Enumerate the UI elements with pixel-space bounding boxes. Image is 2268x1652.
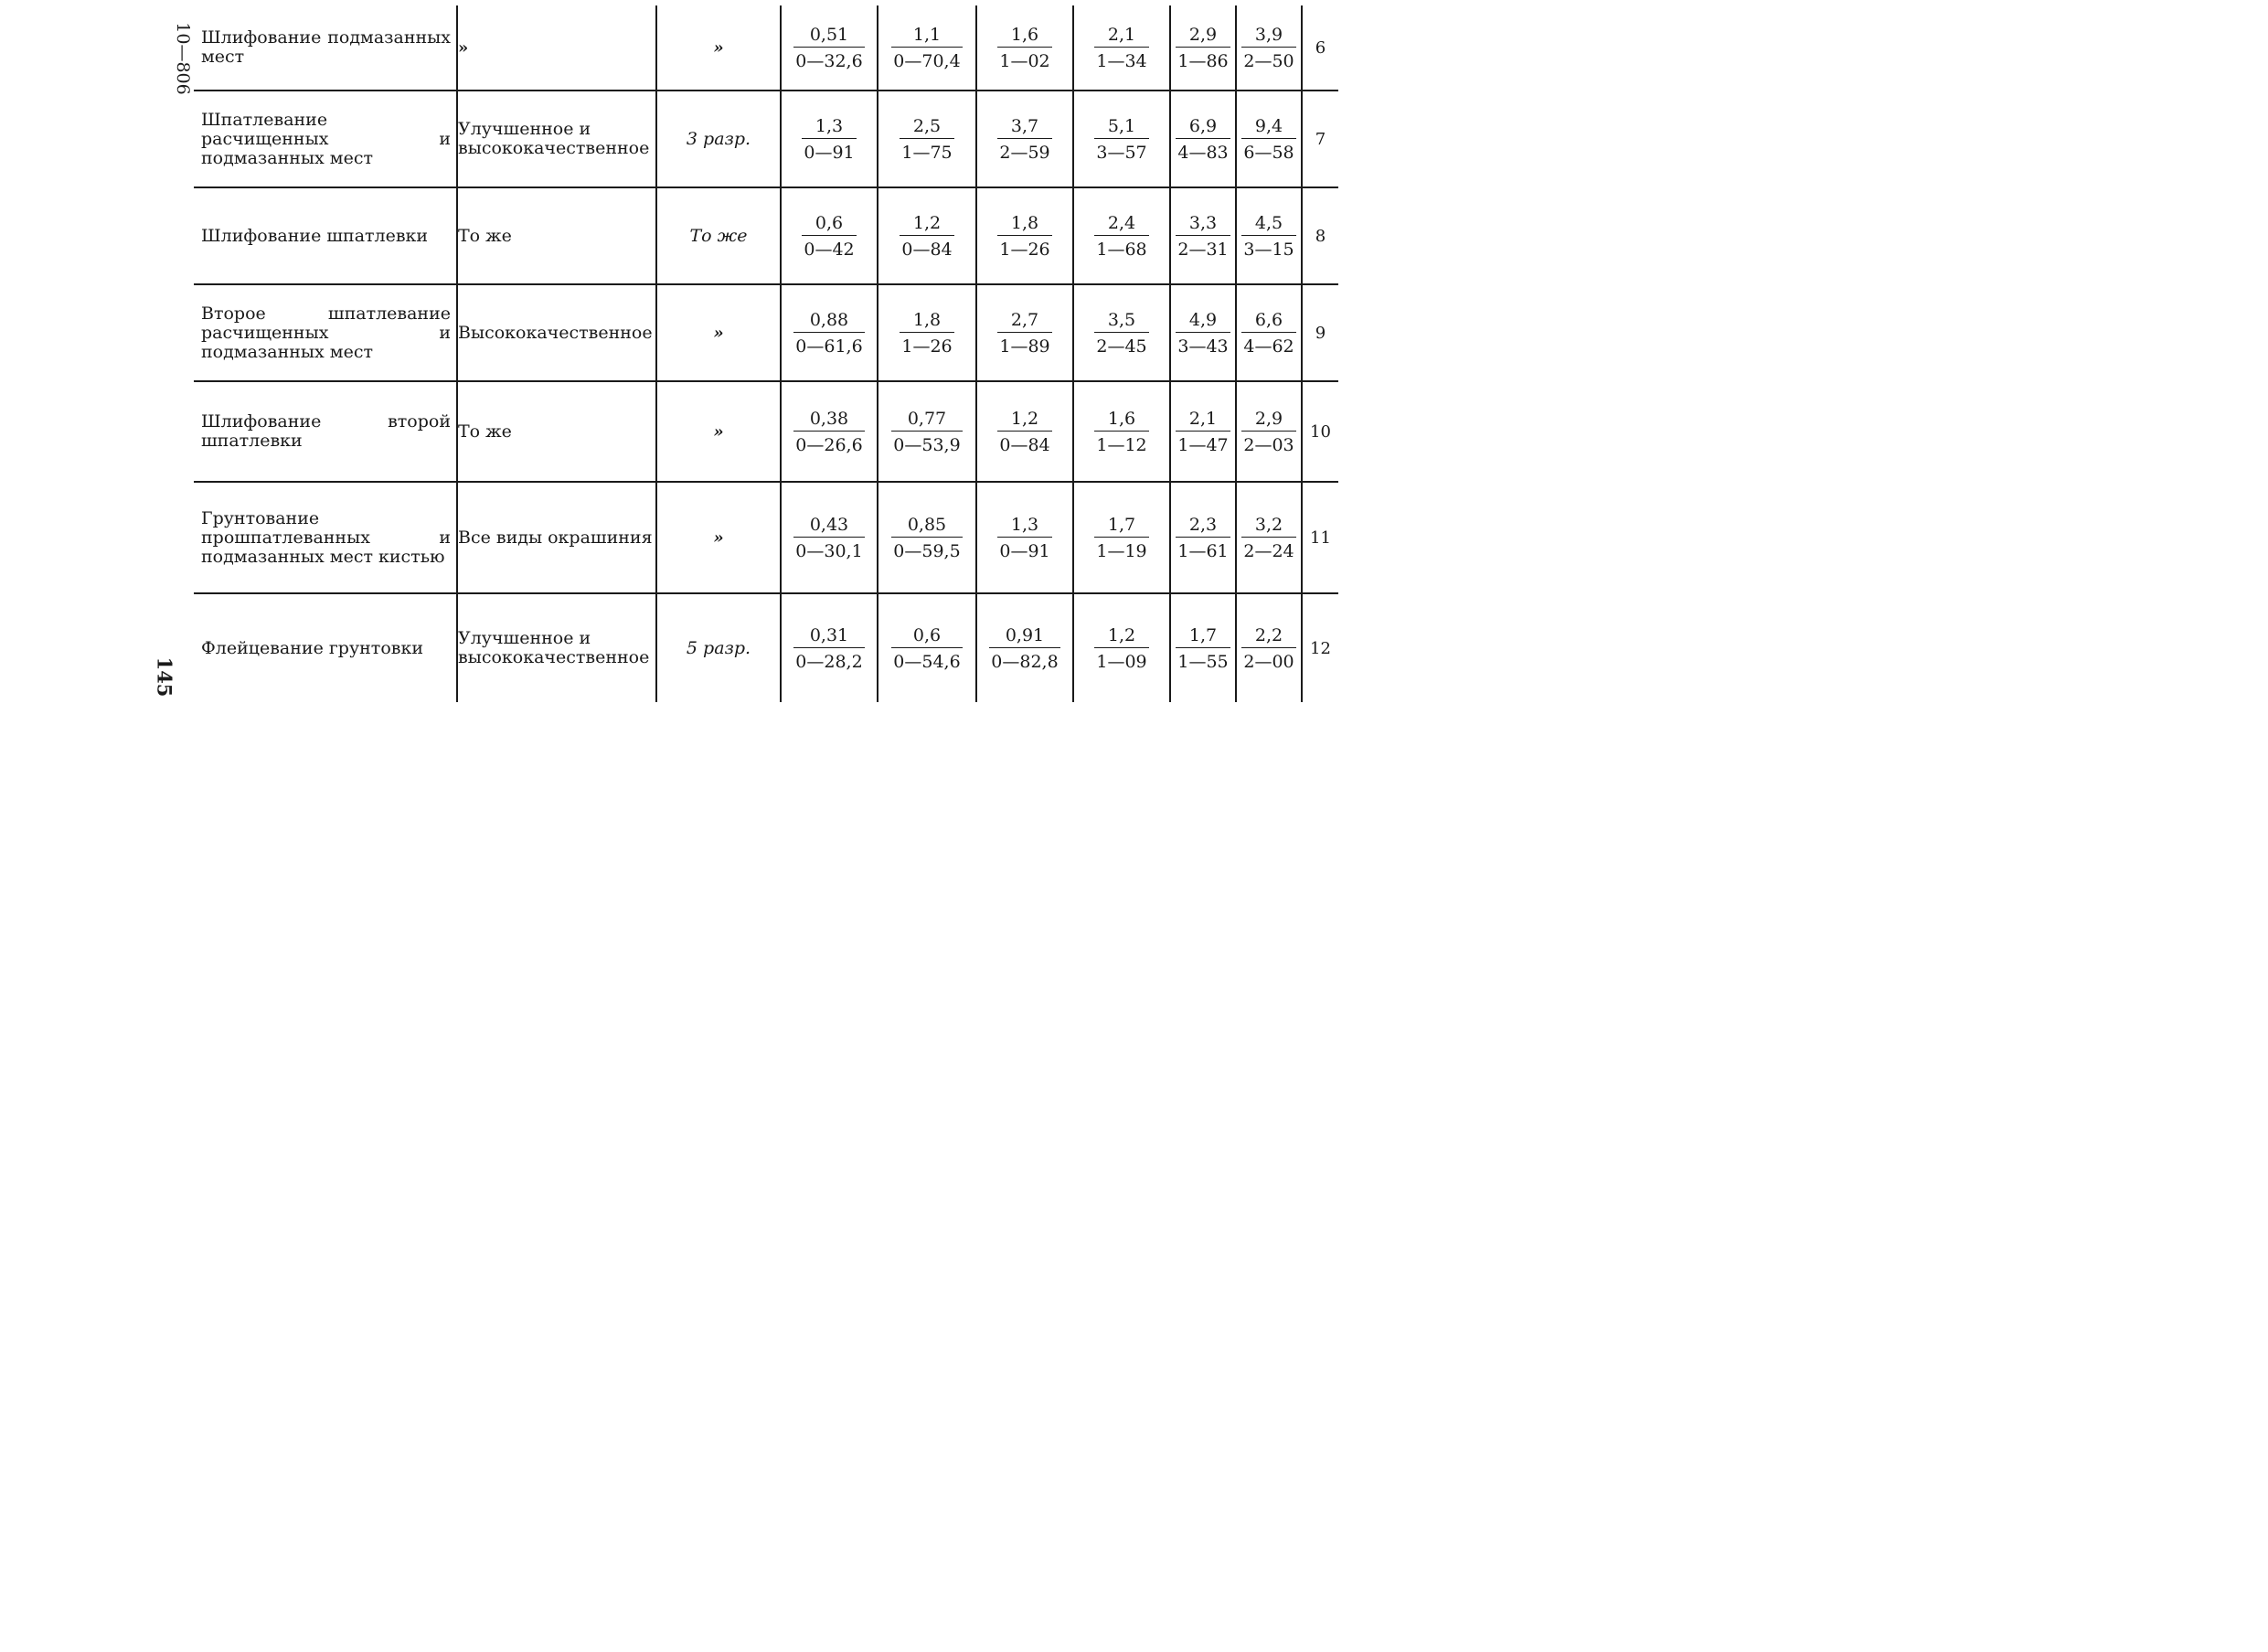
cost-value: 0—30,1 — [795, 540, 863, 561]
cost-value: 1—02 — [999, 50, 1050, 71]
cost-value: 1—09 — [1096, 651, 1147, 672]
value-cell — [976, 91, 1073, 187]
labor-value: 2,7 — [997, 310, 1051, 333]
cost-value: 1—55 — [1177, 651, 1229, 672]
fraction — [1241, 25, 1295, 71]
value-cell — [1170, 284, 1236, 381]
labor-value: 2,1 — [1094, 25, 1148, 48]
finish-type-cell: Высококачественное — [457, 284, 656, 381]
value-cell — [781, 187, 878, 284]
cost-value: 1—86 — [1177, 50, 1229, 71]
finish-type-cell: Улучшенное и высококачественное — [457, 593, 656, 702]
grade-cell — [656, 5, 781, 91]
row-number: 12 — [1302, 593, 1338, 702]
cost-value: 1—26 — [901, 336, 953, 357]
cost-value: 1—61 — [1177, 540, 1229, 561]
cost-value: 1—89 — [999, 336, 1050, 357]
fraction — [900, 213, 953, 260]
value-cell — [1073, 284, 1170, 381]
fraction — [1094, 310, 1148, 357]
value-cell — [878, 187, 976, 284]
value-cell — [1236, 5, 1302, 91]
cost-value: 0—84 — [901, 239, 953, 260]
labor-value: 0,31 — [793, 625, 864, 648]
cost-value: 0—70,4 — [893, 50, 961, 71]
cost-value: 1—34 — [1096, 50, 1147, 71]
fraction — [900, 310, 953, 357]
fraction — [997, 515, 1051, 561]
labor-value: 6,9 — [1176, 116, 1230, 139]
value-cell — [878, 381, 976, 482]
row-number: 9 — [1302, 284, 1338, 381]
fraction — [793, 515, 864, 561]
fraction — [997, 310, 1051, 357]
cost-value: 0—59,5 — [893, 540, 961, 561]
labor-value: 0,91 — [989, 625, 1059, 648]
labor-value: 3,3 — [1176, 213, 1230, 236]
finish-type-cell — [457, 5, 656, 91]
fraction — [1241, 515, 1295, 561]
fraction — [891, 625, 962, 672]
grade-cell — [656, 284, 781, 381]
value-cell — [976, 482, 1073, 593]
fraction — [1094, 409, 1148, 455]
labor-value: 1,1 — [891, 25, 962, 48]
fraction — [1241, 625, 1295, 672]
fraction — [891, 409, 962, 455]
value-cell — [1170, 187, 1236, 284]
labor-value: 1,7 — [1094, 515, 1148, 538]
value-cell — [1170, 91, 1236, 187]
fraction — [1094, 25, 1148, 71]
value-cell — [1236, 381, 1302, 482]
row-number: 6 — [1302, 5, 1338, 91]
value-cell — [781, 91, 878, 187]
fraction — [1176, 515, 1230, 561]
labor-value: 0,6 — [802, 213, 856, 236]
value-cell — [1073, 91, 1170, 187]
cost-value: 0—32,6 — [795, 50, 863, 71]
labor-value: 4,9 — [1176, 310, 1230, 333]
operation-cell: Грунтование прошпатлеванных и подмазанных мест кистью — [194, 482, 457, 593]
cost-value: 3—15 — [1243, 239, 1294, 260]
ditto-mark: » — [713, 528, 724, 548]
row-number: 8 — [1302, 187, 1338, 284]
finish-type-cell: То же — [457, 187, 656, 284]
value-cell — [878, 91, 976, 187]
value-cell — [781, 284, 878, 381]
value-cell — [1073, 5, 1170, 91]
row-number: 10 — [1302, 381, 1338, 482]
labor-value: 9,4 — [1241, 116, 1295, 139]
fraction — [793, 625, 864, 672]
fraction — [1094, 515, 1148, 561]
fraction — [1176, 310, 1230, 357]
fraction — [1094, 116, 1148, 163]
cost-value: 4—83 — [1177, 142, 1229, 163]
cost-value: 0—54,6 — [893, 651, 961, 672]
grade-cell: 3 разр. — [656, 91, 781, 187]
fraction — [793, 409, 864, 455]
value-cell — [1073, 593, 1170, 702]
labor-value: 1,8 — [997, 213, 1051, 236]
fraction — [1094, 625, 1148, 672]
operation-cell: Шлифование второй шпатлевки — [194, 381, 457, 482]
fraction — [1241, 213, 1295, 260]
labor-value: 5,1 — [1094, 116, 1148, 139]
labor-value: 2,4 — [1094, 213, 1148, 236]
finish-type-cell: Улучшенное и высококачественное — [457, 91, 656, 187]
cost-value: 6—58 — [1243, 142, 1294, 163]
value-cell — [976, 5, 1073, 91]
labor-value: 6,6 — [1241, 310, 1295, 333]
labor-value: 2,2 — [1241, 625, 1295, 648]
cost-value: 0—91 — [999, 540, 1050, 561]
fraction — [891, 515, 962, 561]
ditto-mark: » — [458, 37, 469, 58]
cost-value: 1—75 — [901, 142, 953, 163]
cost-value: 0—61,6 — [795, 336, 863, 357]
finish-type-cell: Все виды окрашиния — [457, 482, 656, 593]
labor-value: 0,6 — [891, 625, 962, 648]
value-cell — [976, 593, 1073, 702]
labor-value: 0,38 — [793, 409, 864, 432]
labor-value: 1,6 — [1094, 409, 1148, 432]
cost-value: 2—03 — [1243, 434, 1294, 455]
fraction — [989, 625, 1059, 672]
labor-value: 2,9 — [1241, 409, 1295, 432]
cost-value: 2—24 — [1243, 540, 1294, 561]
cost-value: 0—84 — [999, 434, 1050, 455]
table-row — [194, 91, 1338, 187]
labor-value: 1,7 — [1176, 625, 1230, 648]
fraction — [793, 310, 864, 357]
ditto-mark: » — [713, 37, 724, 58]
value-cell — [1236, 284, 1302, 381]
value-cell — [1073, 187, 1170, 284]
labor-value: 1,8 — [900, 310, 953, 333]
fraction — [802, 213, 856, 260]
fraction — [1241, 310, 1295, 357]
value-cell — [1073, 381, 1170, 482]
labor-value: 1,3 — [997, 515, 1051, 538]
cost-value: 2—59 — [999, 142, 1050, 163]
cost-value: 0—91 — [804, 142, 855, 163]
labor-value: 1,2 — [1094, 625, 1148, 648]
cost-value: 2—00 — [1243, 651, 1294, 672]
fraction — [997, 116, 1051, 163]
row-number: 11 — [1302, 482, 1338, 593]
operation-cell: Шлифование подмазанных мест — [201, 27, 451, 67]
value-cell — [878, 593, 976, 702]
fraction — [900, 116, 953, 163]
value-cell — [1170, 5, 1236, 91]
fraction — [1176, 409, 1230, 455]
value-cell — [1073, 482, 1170, 593]
operation-cell: Флейцевание грунтовки — [194, 593, 457, 702]
grade-cell: 5 разр. — [656, 593, 781, 702]
labor-value: 3,9 — [1241, 25, 1295, 48]
cost-value: 1—47 — [1177, 434, 1229, 455]
value-cell — [781, 5, 878, 91]
operation-cell: Шпатлевание расчищенных и подмазанных мест — [194, 91, 457, 187]
cost-value: 3—43 — [1177, 336, 1229, 357]
table-row — [194, 482, 1338, 593]
labor-value: 1,2 — [900, 213, 953, 236]
value-cell — [781, 482, 878, 593]
value-cell — [976, 381, 1073, 482]
labor-value: 0,88 — [793, 310, 864, 333]
labor-value: 3,2 — [1241, 515, 1295, 538]
table-body — [194, 5, 1338, 702]
table-row — [194, 593, 1338, 702]
fraction — [1176, 213, 1230, 260]
fraction — [793, 25, 864, 71]
page-number: 145 — [153, 656, 176, 698]
fraction — [802, 116, 856, 163]
value-cell — [1236, 91, 1302, 187]
labor-value: 2,9 — [1176, 25, 1230, 48]
value-cell — [781, 381, 878, 482]
labor-value: 0,85 — [891, 515, 962, 538]
table-row — [194, 187, 1338, 284]
value-cell — [1236, 187, 1302, 284]
value-cell — [1170, 381, 1236, 482]
cost-value: 1—12 — [1096, 434, 1147, 455]
value-cell — [878, 482, 976, 593]
table-row — [194, 381, 1338, 482]
fraction — [1241, 409, 1295, 455]
labor-value: 2,3 — [1176, 515, 1230, 538]
cost-value: 1—68 — [1096, 239, 1147, 260]
cost-value: 3—57 — [1096, 142, 1147, 163]
fraction — [1094, 213, 1148, 260]
cost-value: 1—26 — [999, 239, 1050, 260]
labor-value: 0,77 — [891, 409, 962, 432]
value-cell — [1170, 482, 1236, 593]
fraction — [1176, 625, 1230, 672]
fraction — [1241, 116, 1295, 163]
value-cell — [976, 284, 1073, 381]
operation-cell: Шлифование шпатлевки — [194, 187, 457, 284]
fraction — [997, 25, 1051, 71]
labor-value: 1,6 — [997, 25, 1051, 48]
cost-value: 2—45 — [1096, 336, 1147, 357]
value-cell — [1236, 593, 1302, 702]
cost-value: 0—42 — [804, 239, 855, 260]
grade-cell — [656, 482, 781, 593]
fraction — [997, 213, 1051, 260]
labor-value: 2,5 — [900, 116, 953, 139]
grade-cell — [656, 381, 781, 482]
cost-value: 0—82,8 — [991, 651, 1059, 672]
fraction — [1176, 25, 1230, 71]
row-number: 7 — [1302, 91, 1338, 187]
cost-value: 0—28,2 — [795, 651, 863, 672]
fraction — [891, 25, 962, 71]
norms-table — [194, 5, 1338, 702]
document-code: 10—806 — [173, 22, 193, 95]
finish-type-cell: То же — [457, 381, 656, 482]
value-cell — [1170, 593, 1236, 702]
value-cell — [781, 593, 878, 702]
labor-value: 1,3 — [802, 116, 856, 139]
labor-value: 1,2 — [997, 409, 1051, 432]
grade-cell: То же — [656, 187, 781, 284]
value-cell — [878, 284, 976, 381]
ditto-mark: » — [713, 323, 724, 343]
fraction — [1176, 116, 1230, 163]
cost-value: 1—19 — [1096, 540, 1147, 561]
cost-value: 0—26,6 — [795, 434, 863, 455]
value-cell — [976, 187, 1073, 284]
value-cell — [1236, 482, 1302, 593]
labor-value: 0,43 — [793, 515, 864, 538]
cost-value: 0—53,9 — [893, 434, 961, 455]
cost-value: 4—62 — [1243, 336, 1294, 357]
cost-value: 2—31 — [1177, 239, 1229, 260]
labor-value: 4,5 — [1241, 213, 1295, 236]
fraction — [997, 409, 1051, 455]
ditto-mark: » — [713, 421, 724, 442]
table-row — [194, 5, 1338, 91]
labor-value: 0,51 — [793, 25, 864, 48]
labor-value: 2,1 — [1176, 409, 1230, 432]
labor-value: 3,5 — [1094, 310, 1148, 333]
cost-value: 2—50 — [1243, 50, 1294, 71]
operation-cell: Второе шпатлевание расчищенных и подмазанных мест — [194, 284, 457, 381]
value-cell — [878, 5, 976, 91]
table-row — [194, 284, 1338, 381]
labor-value: 3,7 — [997, 116, 1051, 139]
